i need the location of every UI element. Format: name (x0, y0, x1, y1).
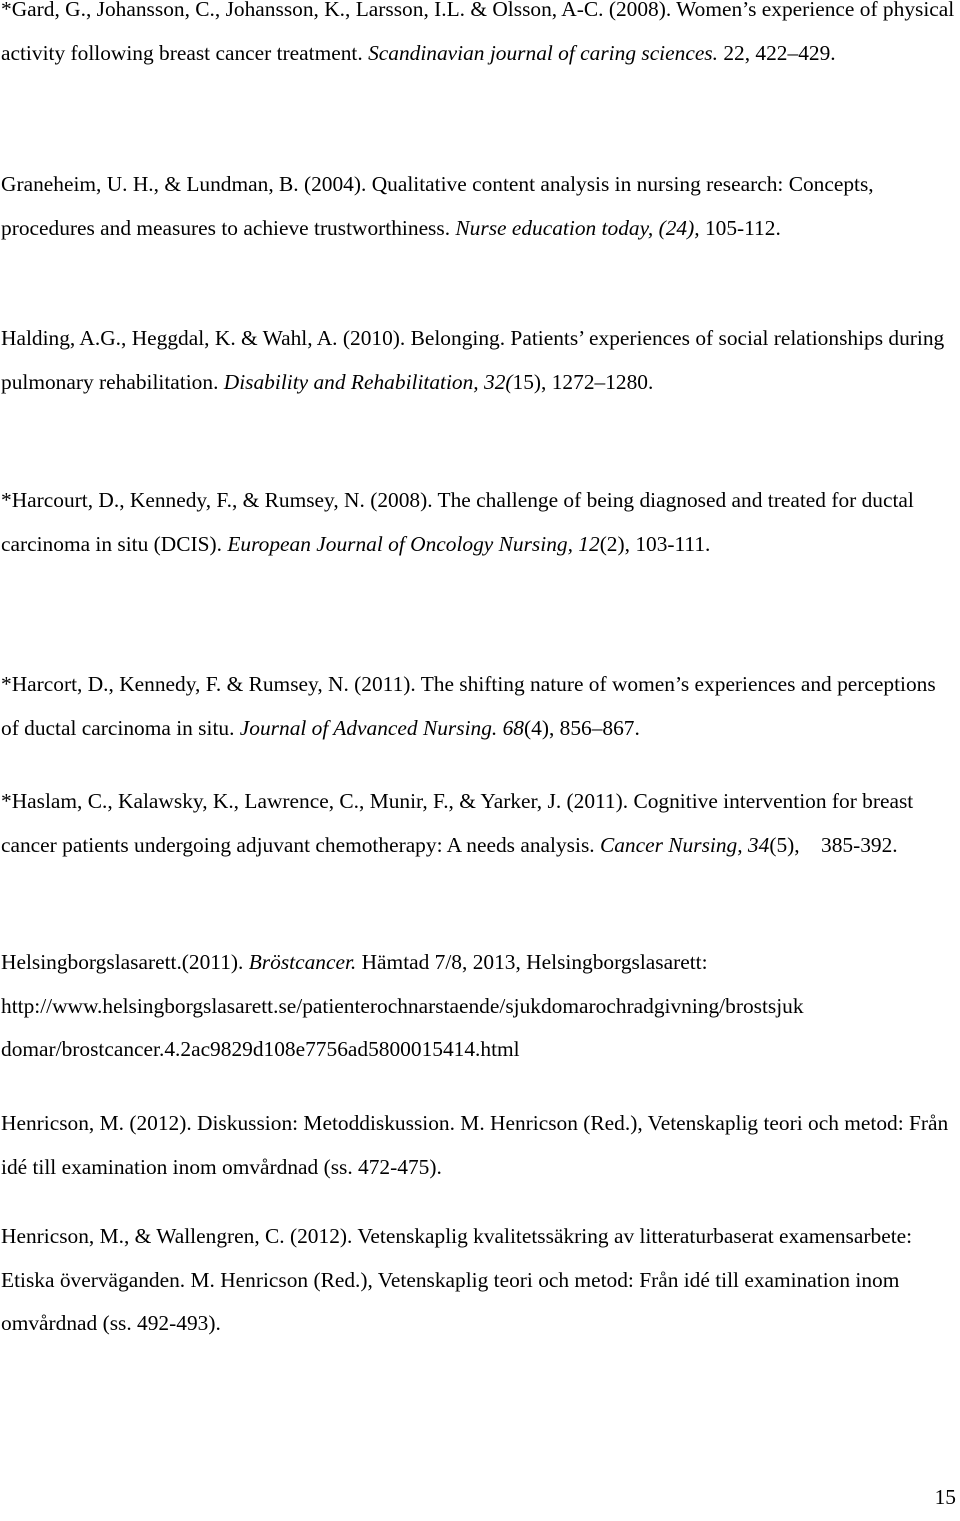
reference-text: 105-112. (699, 215, 781, 240)
reference-halding (1, 317, 956, 404)
reference-source-title: Disability and Rehabilitation, 32( (223, 369, 513, 394)
reference-harcourt-2008 (1, 479, 956, 566)
reference-text: 22, 422–429. (717, 40, 836, 65)
reference-text: Henricson, M. (2012). Diskussion: Metoddiskussion. M. Henricson (Red.), Vetenskaplig teori och metod: Från idé till examination inom omvårdnad (ss. 472-475). (1, 1111, 949, 1179)
reference-text: *Haslam, C., Kalawsky, K., Lawrence, C., Munir, F., & Yarker, J. (2011). Cognitive intervention for breast cancer patients undergoing adjuvant chemotherapy: A needs analysis. (1, 789, 914, 857)
reference-text: Henricson, M., & Wallengren, C. (2012). Vetenskaplig kvalitetssäkring av litteraturbaserat examensarbete: Etiska överväganden. M. Henricson (Red.), Vetenskaplig teori och metod: Från idé till examination inom omvårdnad (ss. 492-493). (1, 1224, 913, 1335)
reference-henricson-2012 (1, 1102, 956, 1189)
reference-text: (5), 385-392. (769, 832, 898, 857)
reference-source-title: European Journal of Oncology Nursing, 12 (227, 531, 600, 556)
reference-source-title: Nurse education today, (24), (455, 215, 700, 240)
reference-gard (1, 0, 956, 75)
reference-text: (2), 103-111. (599, 531, 711, 556)
reference-text: Hämtad 7/8, 2013, Helsingborgslasarett: (356, 950, 708, 974)
reference-harcort-2011 (1, 663, 956, 750)
reference-source-title: Journal of Advanced Nursing. 68 (239, 715, 524, 740)
reference-url[interactable]: http://www.helsingborgslasarett.se/patienterochnarstaende/sjukdomarochradgivning/brostsjuk (1, 993, 804, 1018)
reference-text: (4), 856–867. (524, 715, 640, 740)
reference-source-title: Cancer Nursing, 34 (599, 832, 770, 857)
reference-text: Helsingborgslasarett.(2011). (1, 950, 249, 974)
reference-source-title: Bröstcancer. (248, 950, 357, 974)
reference-source-title: Scandinavian journal of caring sciences. (368, 40, 718, 65)
reference-text: Graneheim, U. H., & Lundman, B. (2004). Qualitative content analysis in nursing research: Concepts, procedures and measures to achieve trustworthiness. (1, 172, 874, 240)
reference-text: Halding, A.G., Heggdal, K. & Wahl, A. (2010). Belonging. Patients’ experiences of social relationships during pulmonary rehabilitation. (1, 326, 945, 394)
reference-helsingborg (1, 941, 956, 1072)
reference-text: *Harcort, D., Kennedy, F. & Rumsey, N. (2011). The shifting nature of women’s experiences and perceptions of ductal carcinoma in situ. (1, 672, 936, 740)
reference-text: *Gard, G., Johansson, C., Johansson, K., Larsson, I.L. & Olsson, A-C. (2008). Women’s experience of physical activity following breast cancer treatment. (1, 0, 955, 65)
reference-henricson-wallengren (1, 1215, 956, 1346)
page-number: 15 (934, 1485, 956, 1509)
reference-text: 15), 1272–1280. (512, 369, 654, 394)
reference-text: *Harcourt, D., Kennedy, F., & Rumsey, N. (2008). The challenge of being diagnosed and treated for ductal carcinoma in situ (DCIS). (1, 488, 914, 556)
reference-haslam (1, 780, 956, 867)
reference-graneheim (1, 163, 956, 250)
reference-url[interactable]: domar/brostcancer.4.2ac9829d108e7756ad5800015414.html (1, 1037, 520, 1061)
